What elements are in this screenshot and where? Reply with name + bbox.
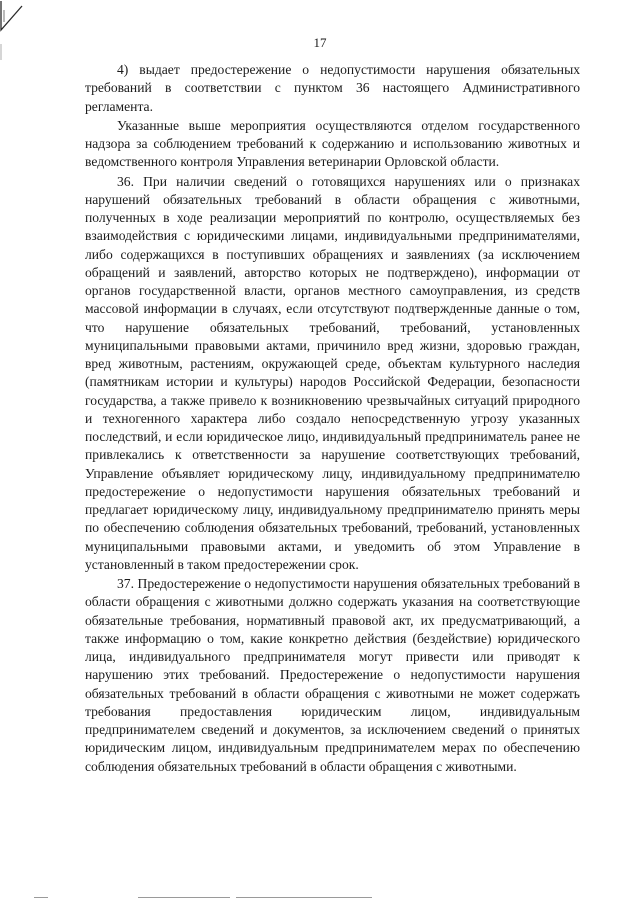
paragraph-section-36: 36. При наличии сведений о готовящихся нарушениях или о признаках нарушений обязательных требований в области обращения с животными, полученных в ходе реализации мероприятий по контролю, осуществляемых без взаимодействия с юридическими лицами, индивидуальными предпринимателями, либо содержащихся в поступивших обращениях и заявлениях (за исключением обращений и заявлений, авторство которых не подтверждено), информации от органов государственной власти, органов местного самоуправления, из средств массовой информации в случаях, если отсутствуют подтвержденные данные о том, что нарушение обязательных требований, требований, установленных муниципальными правовыми актами, причинило вред жизни, здоровью граждан, вред животным, растениям, окружающей среде, объектам культурного наследия (памятникам истории и культуры) народов Российской Федерации, безопасности государства, а также привело к возникновению чрезвычайных ситуаций природного и техногенного характера либо создало непосредственную угрозу указанных последствий, и если юридическое лицо, индивидуальный предприниматель ранее не привлекались к ответственности за нарушение соответствующих требований, Управление объявляет юридическому лицу, индивидуальному предпринимателю предостережение о недопустимости нарушения обязательных требований и предлагает юридическому лицу, индивидуальному предпринимателю принять меры по обеспечению соблюдения обязательных требований, требований, установленных муниципальными правовыми актами, и уведомить об этом Управление в установленный в таком предостережении срок.	[85, 173, 580, 572]
scan-footer-rule	[138, 897, 230, 898]
scan-footer-rule	[236, 897, 372, 898]
paragraph-section-37: 37. Предостережение о недопустимости нарушения обязательных требований в области обращения с животными должно содержать указания на соответствующие обязательные требования, нормативный правовой акт, их предусматривающий, а также информацию о том, какие конкретно действия (бездействие) юридического лица, индивидуального предпринимателя могут привести или приводят к нарушению этих требований. Предостережение о недопустимости нарушения обязательных требований в области обращения с животными не может содержать требования предоставления юридическим лицом, индивидуальным предпринимателем сведений и документов, за исключением сведений о принятых юридическим лицом, индивидуальным предпринимателем мерах по обеспечению соблюдения обязательных требований в области обращения с животными.	[85, 576, 580, 774]
paragraph-item-4: 4) выдает предостережение о недопустимости нарушения обязательных требований в соответствии с пунктом 36 настоящего Административного регламента.	[85, 62, 580, 114]
document-body	[85, 61, 580, 776]
paragraph-responsible-department: Указанные выше мероприятия осуществляются отделом государственного надзора за соблюдением требований к содержанию и использованию животных и ведомственного контроля Управления ветеринарии Орловской области.	[85, 117, 580, 170]
page-number: 17	[313, 35, 327, 50]
scan-footer-rule	[34, 897, 48, 898]
